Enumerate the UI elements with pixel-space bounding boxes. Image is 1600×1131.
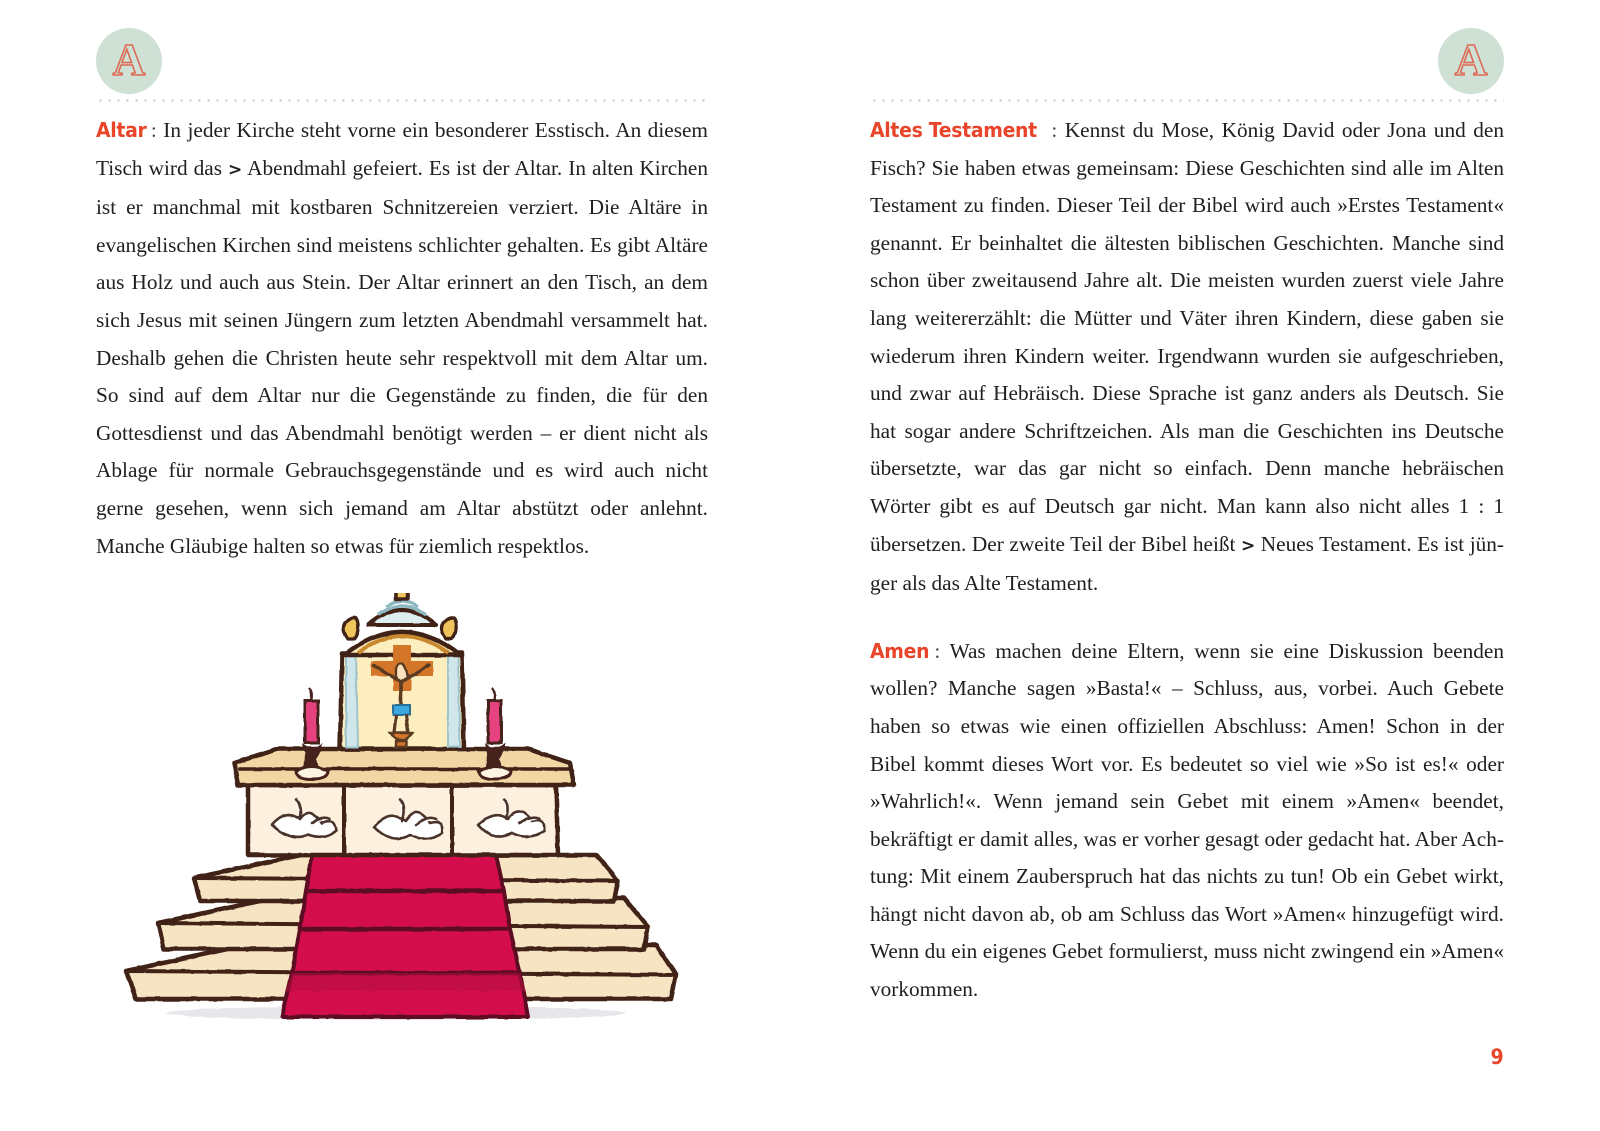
header-dotted-rule-right: [870, 99, 1504, 102]
cross-reference-arrow[interactable]: >: [228, 159, 243, 180]
headword-altes-testament: Altes Testament: [870, 118, 1037, 142]
right-page: [800, 0, 1600, 1131]
entry-altes-testament: [870, 112, 1504, 603]
altar-table-top: [234, 749, 574, 785]
altar-illustration: [96, 593, 708, 1033]
headword-amen: Amen: [870, 638, 930, 663]
running-head-left: [96, 0, 708, 112]
cross-finial: [380, 593, 424, 599]
left-column-body: [96, 112, 708, 565]
entry-altar: [96, 112, 708, 565]
letter-badge-a-right: [1438, 28, 1504, 94]
entry-text-part-1: In jeder Kirche steht vorne ein besonderer Esstisch. An diesem Tisch wird das: [96, 118, 708, 180]
letter-badge-a: [96, 28, 162, 94]
letter-badge-glyph: A: [112, 34, 146, 85]
running-head-right: [870, 0, 1504, 112]
headword-altar: Altar: [96, 118, 147, 142]
red-carpet-runner: [282, 855, 528, 1017]
headword-colon-altes-testament: :: [1051, 118, 1058, 142]
entry-text-amen: Was machen deine Eltern, wenn sie eine Diskussion beenden wollen? Manche sagen »Basta!« – Schluss, aus, vorbei. Auch Gebete haben so etwas wie einen offiziellen Abschluss: Amen! Schon in der Bibel kommt dieses Wort vor. Es bedeutet so viel wie »So ist es!« oder »Wahrlich!«. Wenn jemand sein Gebet mit einem »Amen« beendet, bekräftigt er damit alles, was er vorher gesagt oder gedacht hat. Aber Achtung: Mit einem Zauberspruch hat das nichts zu tun! Ob ein Gebet wirkt, hängt nicht davon ab, ob am Schluss das Wort »Amen« hinzugefügt wird. Wenn du ein eigenes Gebet formulierst, muss nicht zwingend ein »Amen« vorkommen.: [870, 638, 1504, 1002]
entry-text-part-2: Neues Testament. Es ist jünger als das Alte Testament.: [870, 531, 1504, 596]
entry-amen: [870, 633, 1504, 1009]
headword-colon: :: [150, 118, 157, 142]
headword-colon-amen: :: [934, 638, 941, 663]
altar-illustration-svg: [96, 593, 708, 1033]
header-dotted-rule: [96, 99, 708, 102]
letter-badge-glyph-right: A: [1454, 34, 1488, 85]
entry-text-part-2: Abendmahl gefeiert. Es ist der Altar. In alten Kirchen ist er manchmal mit kostbaren Schnitzereien verziert. Die Altäre in evangelischen Kirchen sind meistens schlichter gehalten. Es gibt Altäre aus Holz und auch aus Stein. Der Altar erinnert an den Tisch, an dem sich Jesus mit seinen Jüngern zum letzten Abendmahl versammelt hat. Deshalb gehen die Christen heute sehr respektvoll mit dem Altar um. So sind auf dem Altar nur die Gegenstände zu finden, die für den Gottesdienst und das Abendmahl benötigt werden – er dient nicht als Ablage für normale Gebrauchsgegenstände und es wird auch nicht gerne gesehen, wenn sich jemand am Altar abstützt oder anlehnt. Manche Gläubige halten so etwas für ziemlich respektlos.: [96, 155, 709, 558]
cross-reference-arrow-neues-testament[interactable]: >: [1240, 535, 1256, 556]
right-column-body: [870, 112, 1504, 1009]
entry-text-part-1: Kennst du Mose, König David oder Jona und den Fisch? Sie haben etwas gemeinsam: Diese Geschichten sind alle im Alten Testament zu finden. Dieser Teil der Bibel wird auch »Erstes Testament« genannt. Er beinhaltet die ältesten biblischen Geschichten. Manche sind schon über zweitausend Jahre alt. Die meisten wurden zuerst viele Jahre lang weitererzählt: die Mütter und Väter ihren Kindern, diese gaben sie wiederum ihren Kindern weiter. Irgendwann wurden sie aufgeschrieben, und zwar auf Hebräisch. Diese Sprache ist ganz anders als Deutsch. Sie hat sogar andere Schriftzeichen. Als man die Geschichten ins Deutsche übersetzte, war das gar nicht so einfach. Denn manche hebräischen Wörter gibt es auf Deutsch gar nicht. Man kann also nicht alles 1 : 1 übersetzen. Der zweite Teil der Bibel heißt: [870, 118, 1504, 556]
page-number: 9: [1490, 1045, 1504, 1069]
retable: [340, 593, 464, 749]
